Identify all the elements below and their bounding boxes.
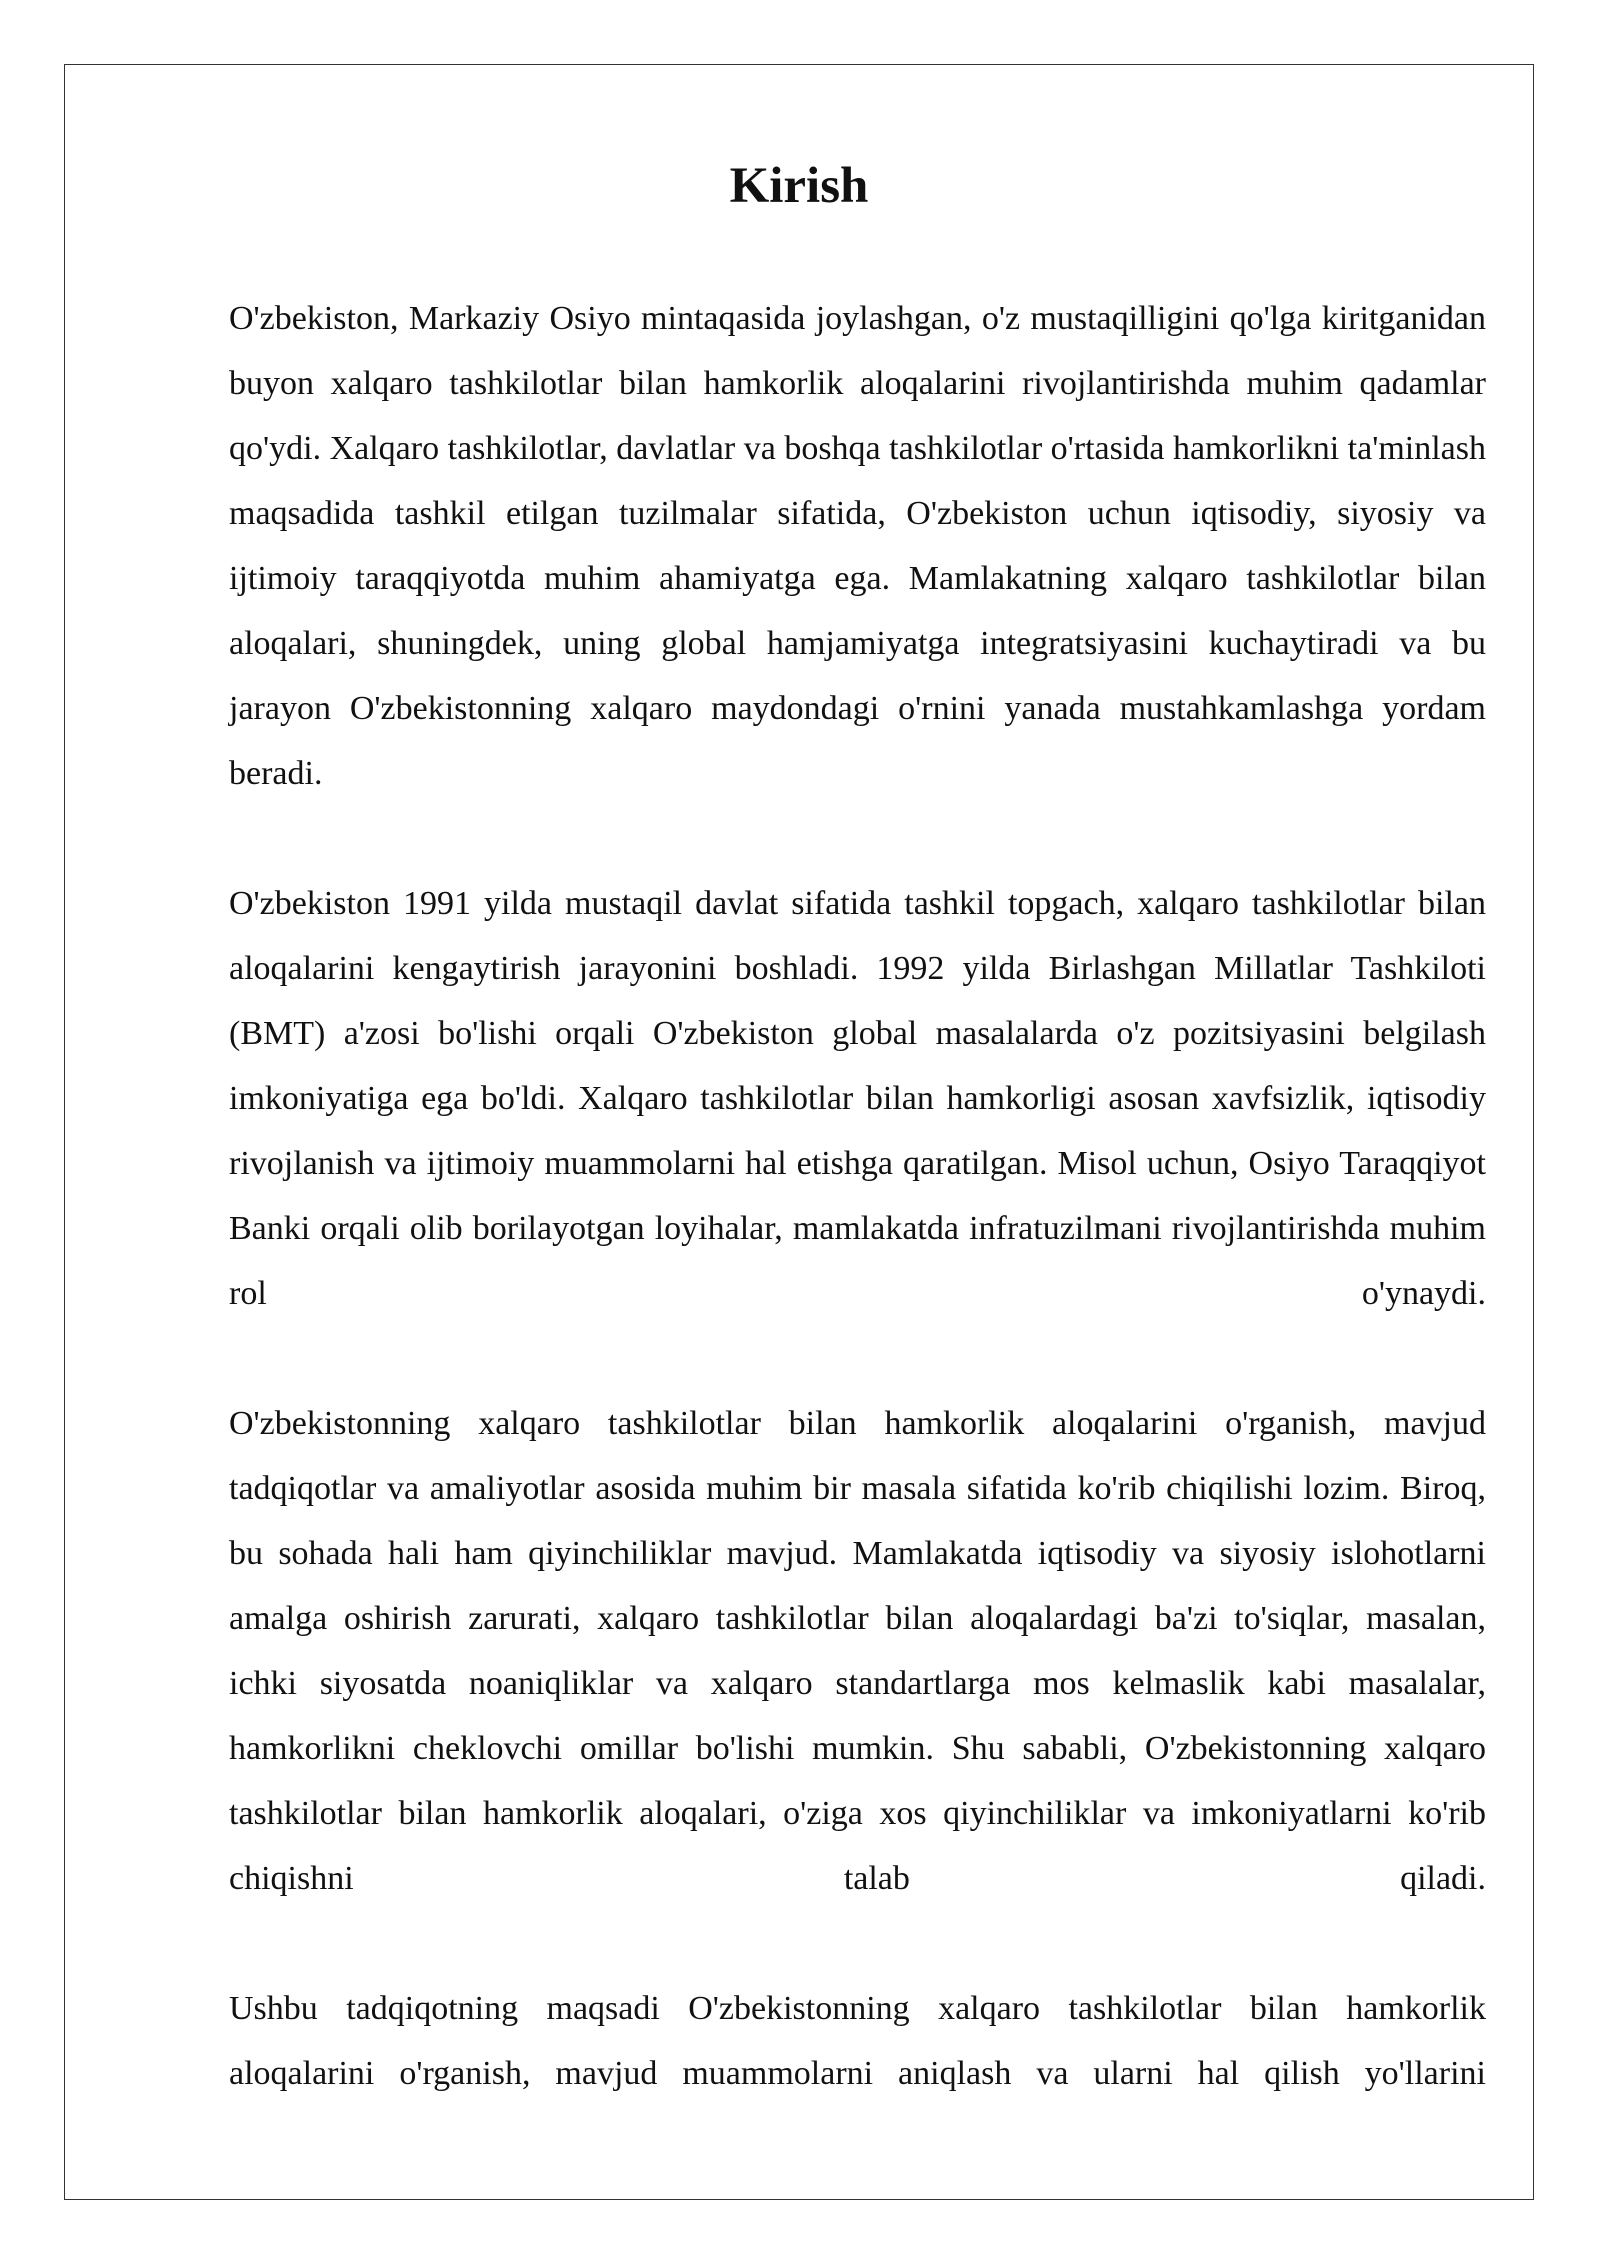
paragraph-2: O'zbekiston 1991 yilda mustaqil davlat sifatida tashkil topgach, xalqaro tashkilotlar bilan aloqalarini kengaytirish jarayonini boshladi. 1992 yilda Birlashgan Millatlar Tashkiloti (BMT) a'zosi bo'lishi orqali O'zbekiston global masalalarda o'z pozitsiyasini belgilash imkoniyatiga ega bo'ldi. Xalqaro tashkilotlar bilan hamkorligi asosan xavfsizlik, iqtisodiy rivojlanish va ijtimoiy muammolarni hal etishga qaratilgan. Misol uchun, Osiyo Taraqqiyot Banki orqali olib borilayotgan loyihalar, mamlakatda infratuzilmani rivojlantirishda muhim rol o'ynaydi. (229, 885, 1486, 1312)
document-body (229, 286, 1486, 2106)
paragraph-3: O'zbekistonning xalqaro tashkilotlar bilan hamkorlik aloqalarini o'rganish, mavjud tadqiqotlar va amaliyotlar asosida muhim bir masala sifatida ko'rib chiqilishi lozim. Biroq, bu sohada hali ham qiyinchiliklar mavjud. Mamlakatda iqtisodiy va siyosiy islohotlarni amalga oshirish zarurati, xalqaro tashkilotlar bilan aloqalardagi ba'zi to'siqlar, masalan, ichki siyosatda noaniqliklar va xalqaro standartlarga mos kelmaslik kabi masalalar, hamkorlikni cheklovchi omillar bo'lishi mumkin. Shu sababli, O'zbekistonning xalqaro tashkilotlar bilan hamkorlik aloqalari, o'ziga xos qiyinchiliklar va imkoniyatlarni ko'rib chiqishni talab qiladi. (229, 1405, 1486, 1897)
paragraph-4: Ushbu tadqiqotning maqsadi O'zbekistonning xalqaro tashkilotlar bilan hamkorlik aloqalarini o'rganish, mavjud muammolarni aniqlash va ularni hal qilish yo'llarini (229, 1990, 1486, 2092)
page-title: Kirish (729, 158, 869, 214)
paragraph-1: O'zbekiston, Markaziy Osiyo mintaqasida joylashgan, o'z mustaqilligini qo'lga kiritganidan buyon xalqaro tashkilotlar bilan hamkorlik aloqalarini rivojlantirishda muhim qadamlar qo'ydi. Xalqaro tashkilotlar, davlatlar va boshqa tashkilotlar o'rtasida hamkorlikni ta'minlash maqsadida tashkil etilgan tuzilmalar sifatida, O'zbekiston uchun iqtisodiy, siyosiy va ijtimoiy taraqqiyotda muhim ahamiyatga ega. Mamlakatning xalqaro tashkilotlar bilan aloqalari, shuningdek, uning global hamjamiyatga integratsiyasini kuchaytiradi va bu jarayon O'zbekistonning xalqaro maydondagi o'rnini yanada mustahkamlashga yordam beradi. (229, 300, 1486, 792)
